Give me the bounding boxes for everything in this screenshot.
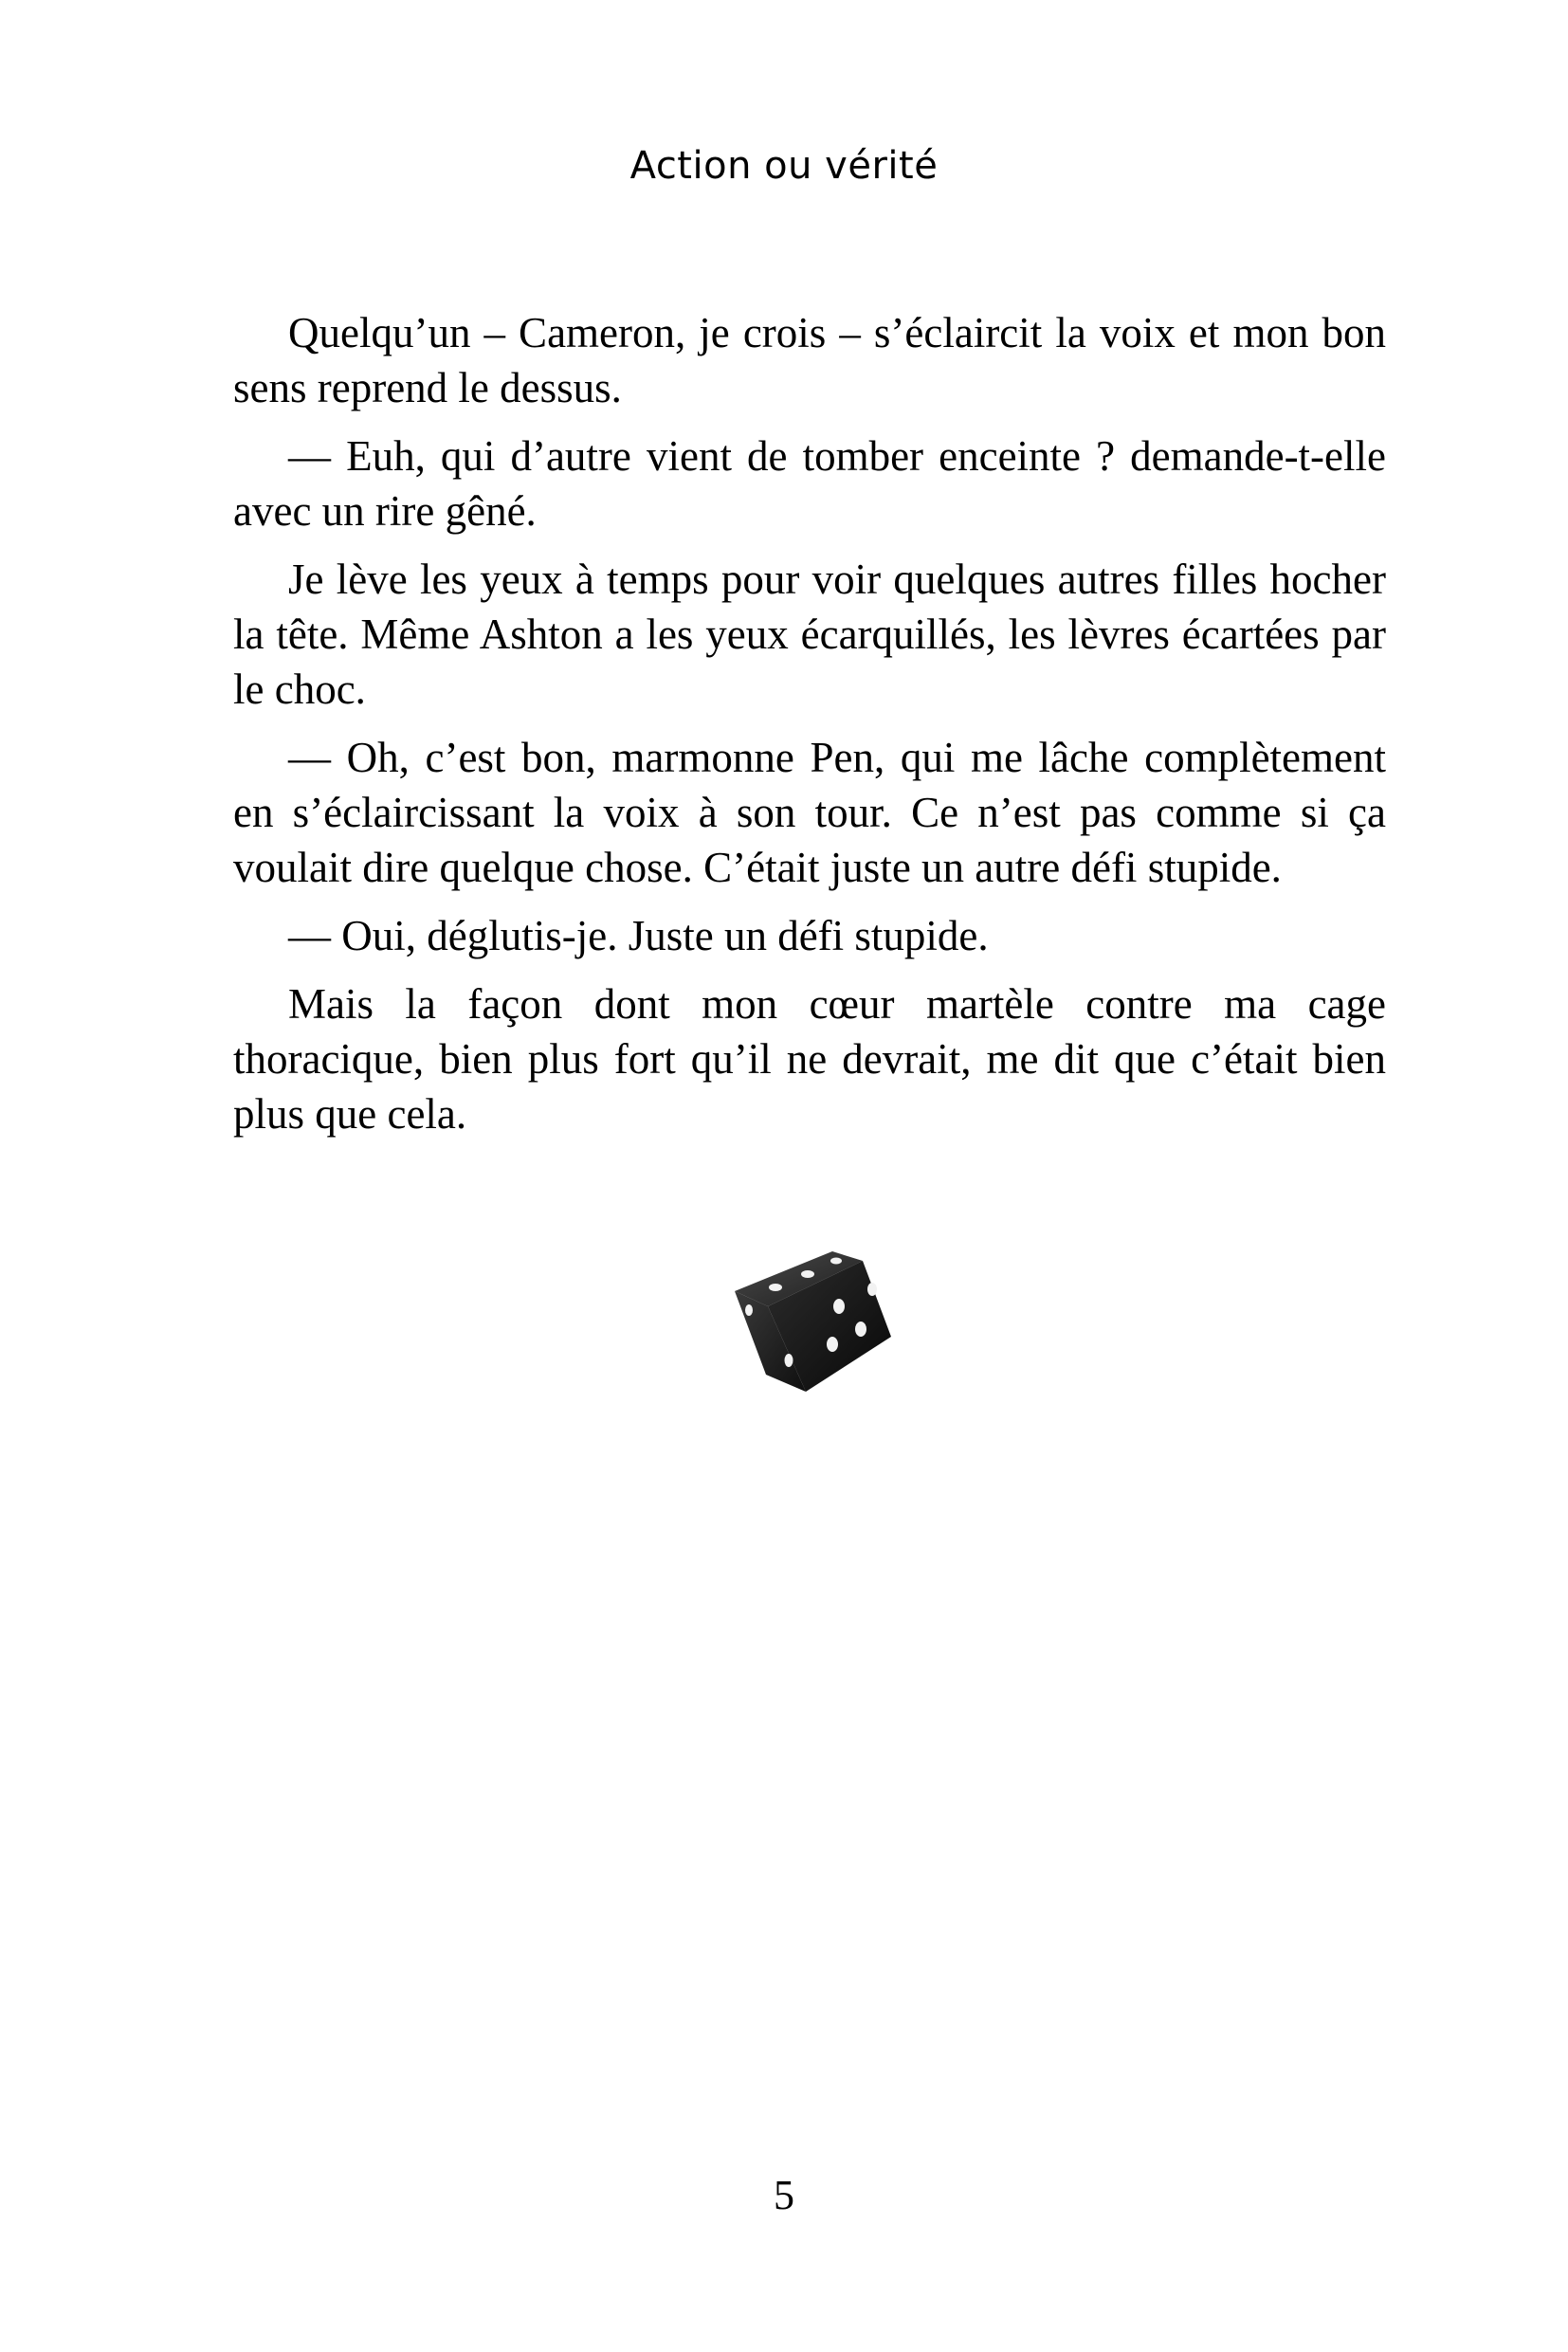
paragraph: — Oui, déglutis-je. Juste un défi stupide. — [288, 912, 989, 959]
paragraph: Mais la façon dont mon cœur martèle contre ma cage thoracique, bien plus fort qu’il ne devrait, me dit que c’était bien plus que cela. — [233, 980, 1386, 1138]
paragraph: — Oh, c’est bon, marmonne Pen, qui me lâche complètement en s’éclaircissant la voix à son tour. Ce n’est pas comme si ça voulait dire quelque chose. C’était juste un autre défi stupide. — [233, 734, 1386, 891]
body-text — [233, 305, 1386, 1155]
dice-icon — [720, 1223, 901, 1403]
paragraph: Je lève les yeux à temps pour voir quelques autres filles hocher la tête. Même Ashton a les yeux écarquillés, les lèvres écartées par le choc. — [233, 556, 1386, 713]
running-header: Action ou vérité — [629, 144, 939, 188]
paragraph: Quelqu’un – Cameron, je crois – s’éclaircit la voix et mon bon sens reprend le dessus. — [233, 309, 1386, 411]
page-number: 5 — [774, 2172, 794, 2218]
paragraph: — Euh, qui d’autre vient de tomber enceinte ? demande-t-elle avec un rire gêné. — [233, 432, 1386, 535]
